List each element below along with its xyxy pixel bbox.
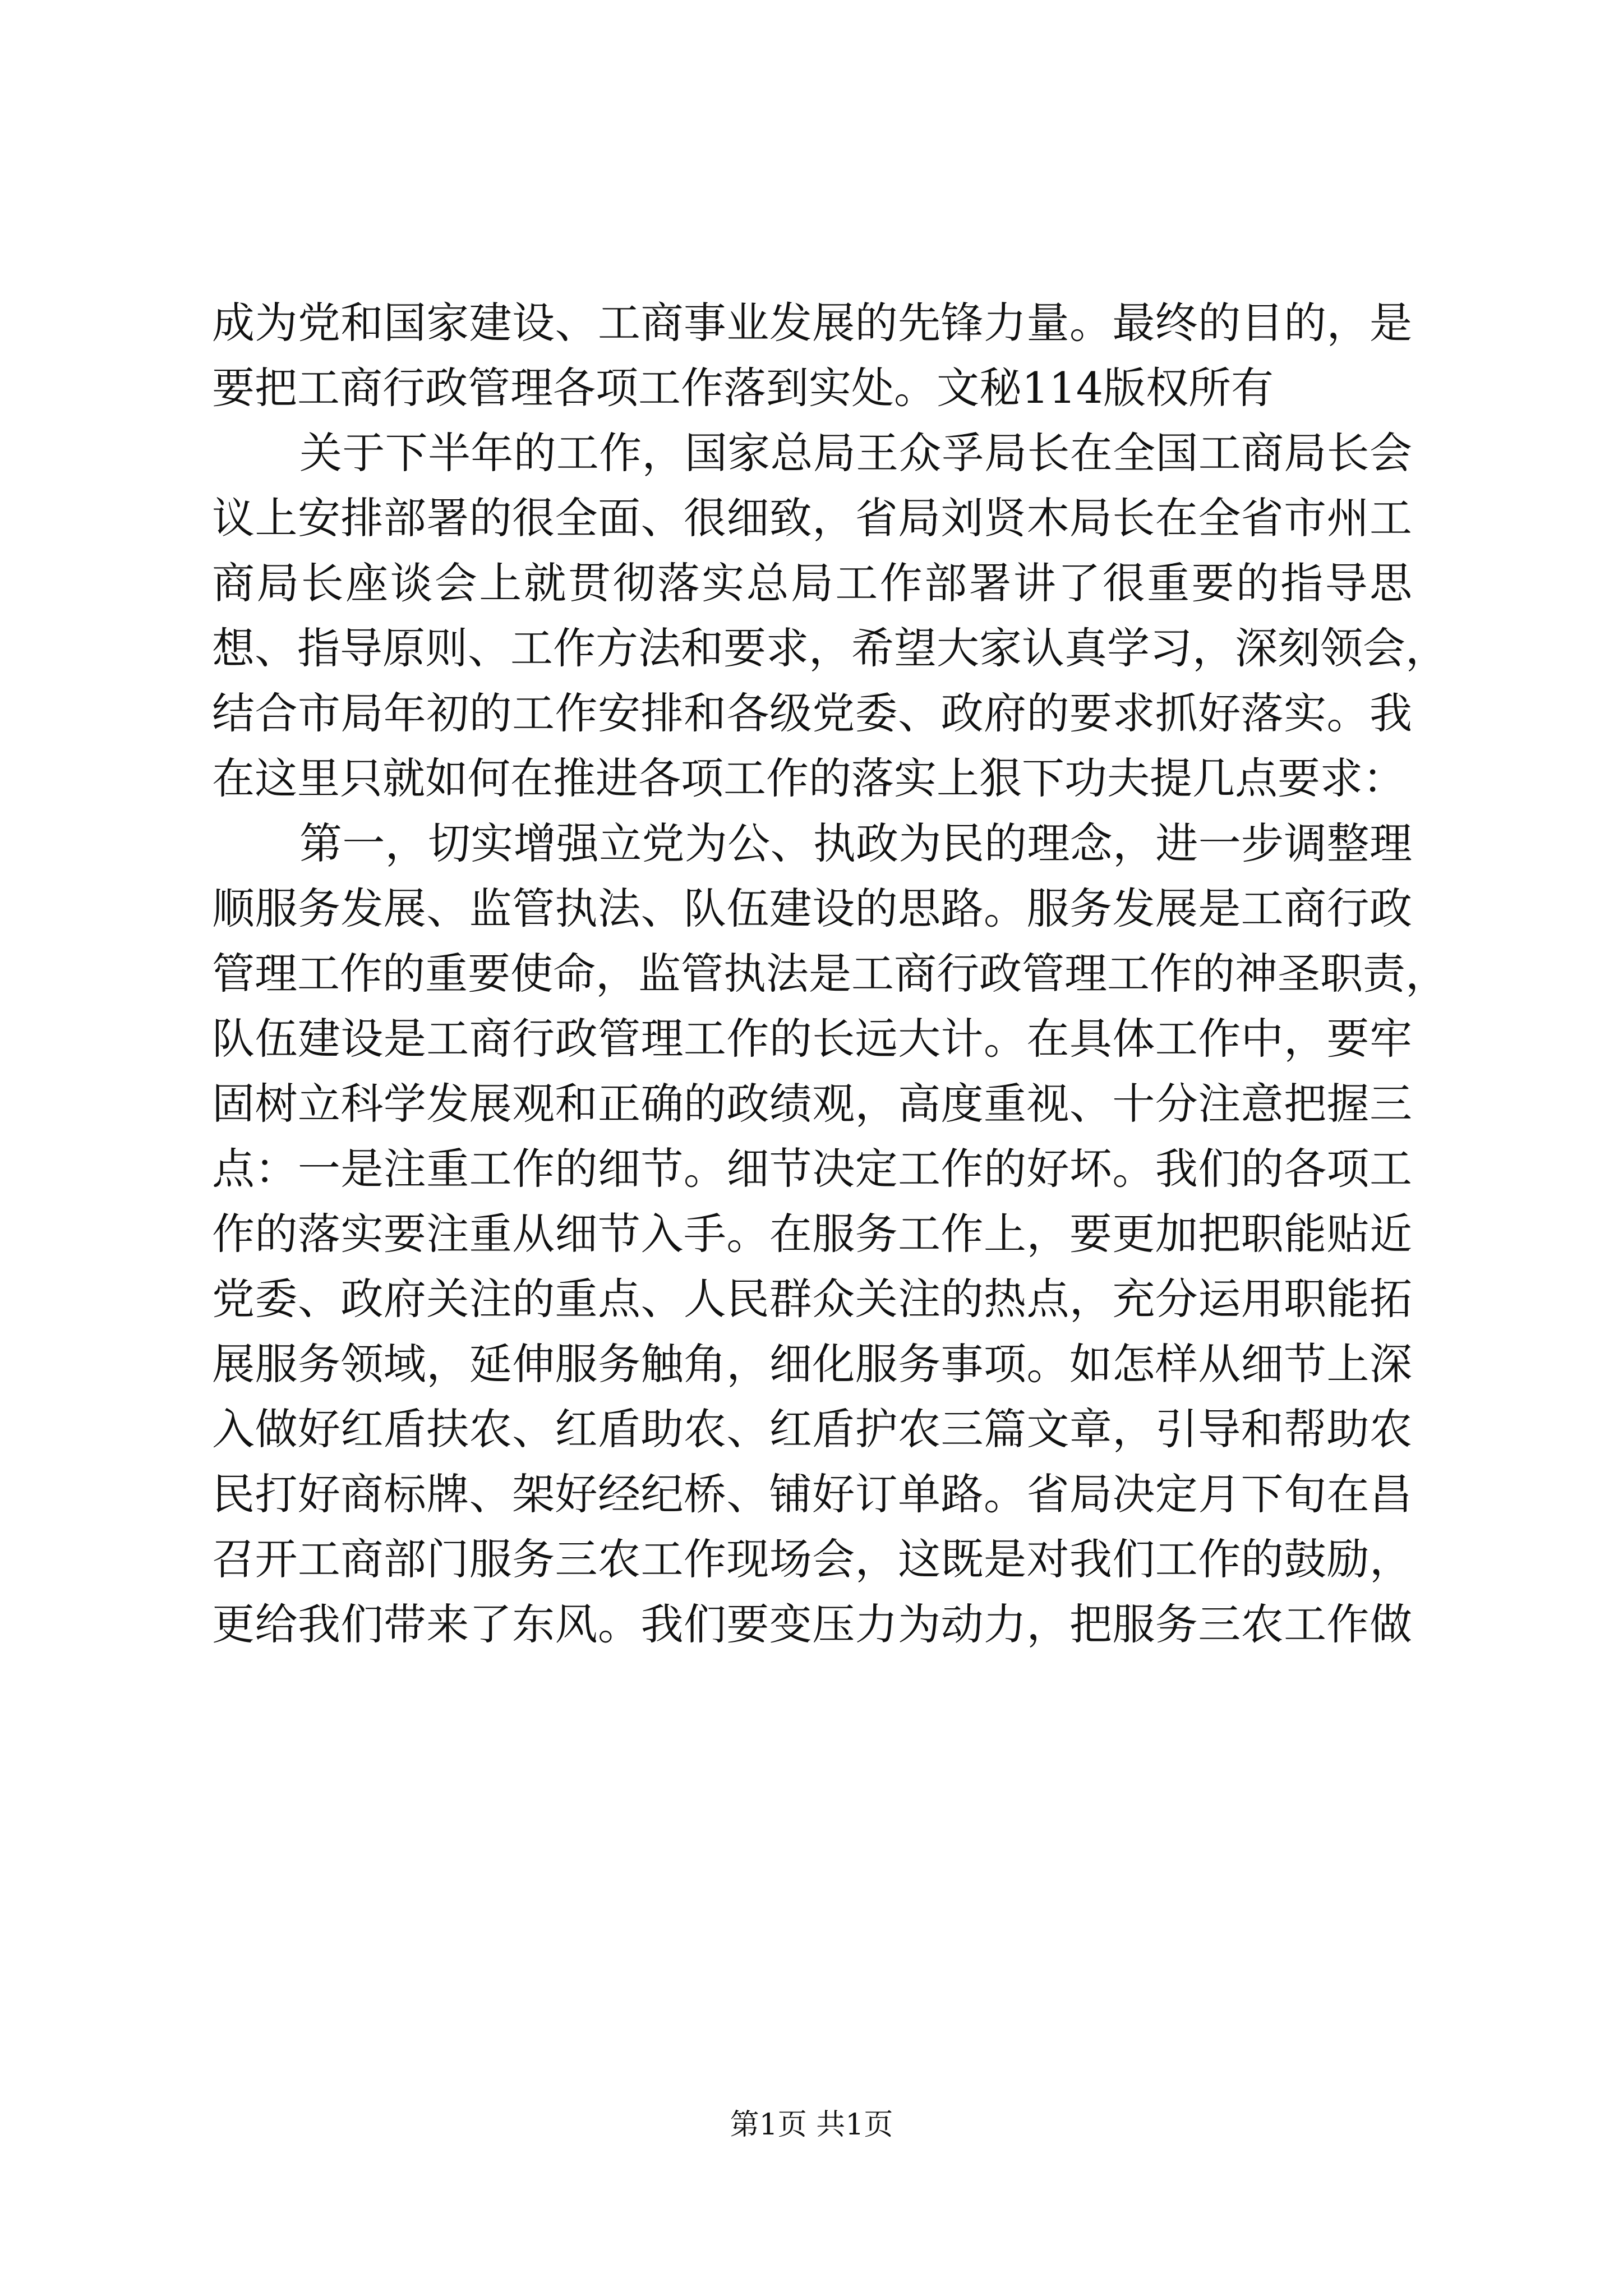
text-line: 点：一是注重工作的细节。细节决定工作的好坏。我们的各项工 (212, 1144, 1412, 1194)
text-line: 召开工商部门服务三农工作现场会，这既是对我们工作的鼓励， (212, 1534, 1412, 1584)
text-line: 成为党和国家建设、工商事业发展的先锋力量。最终的目的，是 (212, 298, 1412, 348)
text-line: 管理工作的重要使命，监管执法是工商行政管理工作的神圣职责， (212, 949, 1448, 999)
text-line: 关于下半年的工作，国家总局王众孚局长在全国工商局长会 (299, 428, 1412, 478)
text-line: 民打好商标牌、架好经纪桥、铺好订单路。省局决定月下旬在昌 (212, 1469, 1412, 1519)
text-line: 队伍建设是工商行政管理工作的长远大计。在具体工作中，要牢 (212, 1014, 1412, 1064)
text-line: 议上安排部署的很全面、很细致，省局刘贤木局长在全省市州工 (212, 493, 1412, 543)
text-line: 商局长座谈会上就贯彻落实总局工作部署讲了很重要的指导思 (212, 558, 1412, 608)
text-line: 结合市局年初的工作安排和各级党委、政府的要求抓好落实。我 (212, 688, 1412, 738)
paragraph (212, 421, 1448, 811)
text-line: 想、指导原则、工作方法和要求，希望大家认真学习，深刻领会， (212, 623, 1448, 673)
text-line: 更给我们带来了东风。我们要变压力为动力，把服务三农工作做 (212, 1599, 1412, 1649)
text-line: 在这里只就如何在推进各项工作的落实上狠下功夫提几点要求： (212, 753, 1405, 803)
text-line: 顺服务发展、监管执法、队伍建设的思路。服务发展是工商行政 (212, 884, 1412, 933)
text-line: 第一，切实增强立党为公、执政为民的理念，进一步调整理 (299, 818, 1412, 868)
text-line: 固树立科学发展观和正确的政绩观，高度重视、十分注意把握三 (212, 1079, 1412, 1129)
text-line: 入做好红盾扶农、红盾助农、红盾护农三篇文章，引导和帮助农 (212, 1404, 1412, 1454)
paragraph (212, 811, 1448, 1657)
document-body (212, 291, 1448, 1657)
text-line: 要把工商行政管理各项工作落到实处。文秘114版权所有 (212, 363, 1274, 413)
paragraph (212, 291, 1412, 421)
text-line: 展服务领域，延伸服务触角，细化服务事项。如怎样从细节上深 (212, 1339, 1412, 1389)
text-line: 作的落实要注重从细节入手。在服务工作上，要更加把职能贴近 (212, 1209, 1412, 1259)
text-line: 党委、政府关注的重点、人民群众关注的热点，充分运用职能拓 (212, 1274, 1412, 1324)
page-footer: 第1页 共1页 (730, 2108, 893, 2142)
